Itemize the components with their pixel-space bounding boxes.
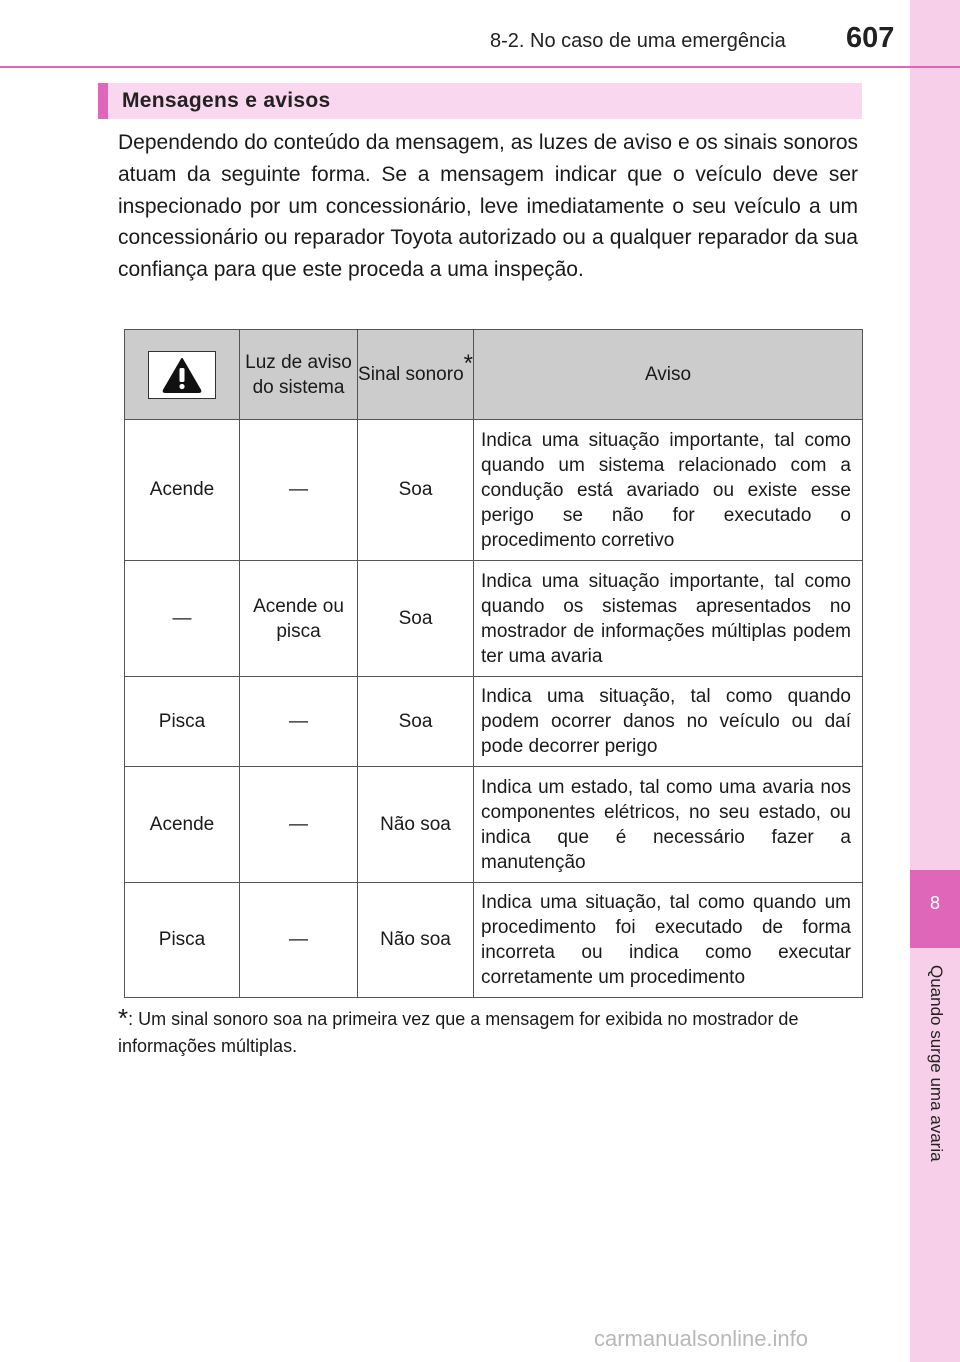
header-system-light: Luz de aviso do sistema: [240, 330, 358, 420]
cell-icon-state: Acende: [125, 767, 240, 883]
cell-system-light: —: [240, 677, 358, 767]
cell-sound: Soa: [358, 420, 474, 561]
warning-triangle-icon: [162, 357, 202, 393]
header-sound-asterisk: *: [463, 350, 473, 377]
chapter-label: Quando surge uma avaria: [927, 965, 946, 1162]
cell-icon-state: Pisca: [125, 677, 240, 767]
cell-notice: Indica uma situação importante, tal como quando um sistema relacionado com a condução está avariado ou existe esse perigo se não for executado o procedimento corretivo: [474, 420, 863, 561]
table-row: [125, 767, 863, 883]
table-row: [125, 677, 863, 767]
header-notice: Aviso: [474, 330, 863, 420]
cell-notice: Indica uma situação, tal como quando podem ocorrer danos no veículo ou daí pode decorrer perigo: [474, 677, 863, 767]
cell-sound: Soa: [358, 561, 474, 677]
cell-sound: Não soa: [358, 767, 474, 883]
cell-sound: Soa: [358, 677, 474, 767]
cell-sound: Não soa: [358, 883, 474, 998]
cell-icon-state: Pisca: [125, 883, 240, 998]
section-heading: Mensagens e avisos: [122, 89, 331, 112]
footnote: [118, 1005, 858, 1060]
warning-icon-box: [148, 351, 216, 399]
intro-paragraph: Dependendo do conteúdo da mensagem, as luzes de aviso e os sinais sonoros atuam da seguinte forma. Se a mensagem indicar que o veículo deve ser inspecionado por um concessionário, leve imediatamente o seu veículo a um concessionário ou reparador Toyota autorizado ou a qualquer reparador da sua confiança para que este proceda a uma inspeção.: [118, 131, 858, 282]
watermark: carmanualsonline.info: [594, 1326, 809, 1351]
cell-system-light: —: [240, 883, 358, 998]
table-header-row: [125, 330, 863, 420]
cell-system-light: —: [240, 420, 358, 561]
cell-system-light: Acende ou pisca: [240, 561, 358, 677]
messages-table: [124, 329, 863, 998]
header-sound-label: Sinal sonoro: [358, 364, 464, 385]
header-sound: [358, 330, 474, 420]
chapter-side-tab: [910, 0, 960, 1362]
page-number: 607: [846, 22, 895, 54]
cell-icon-state: —: [125, 561, 240, 677]
footnote-text: : Um sinal sonoro soa na primeira vez que a mensagem for exibida no mostrador de informações múltiplas.: [118, 1009, 799, 1056]
table-row: [125, 420, 863, 561]
cell-icon-state: Acende: [125, 420, 240, 561]
table-row: [125, 561, 863, 677]
table-row: [125, 883, 863, 998]
section-title: 8-2. No caso de uma emergência: [490, 30, 786, 52]
cell-notice: Indica um estado, tal como uma avaria nos componentes elétricos, no seu estado, ou indica que é necessário fazer a manutenção: [474, 767, 863, 883]
cell-system-light: —: [240, 767, 358, 883]
header-divider: [0, 66, 960, 68]
cell-notice: Indica uma situação importante, tal como quando os sistemas apresentados no mostrador de informações múltiplas podem ter uma avaria: [474, 561, 863, 677]
chapter-number: 8: [929, 893, 940, 913]
section-heading-bar: [98, 83, 862, 119]
header-icon-cell: [125, 330, 240, 420]
footnote-asterisk: *: [118, 1003, 129, 1033]
cell-notice: Indica uma situação, tal como quando um procedimento foi executado de forma incorreta ou indica como executar corretamente um procedimento: [474, 883, 863, 998]
